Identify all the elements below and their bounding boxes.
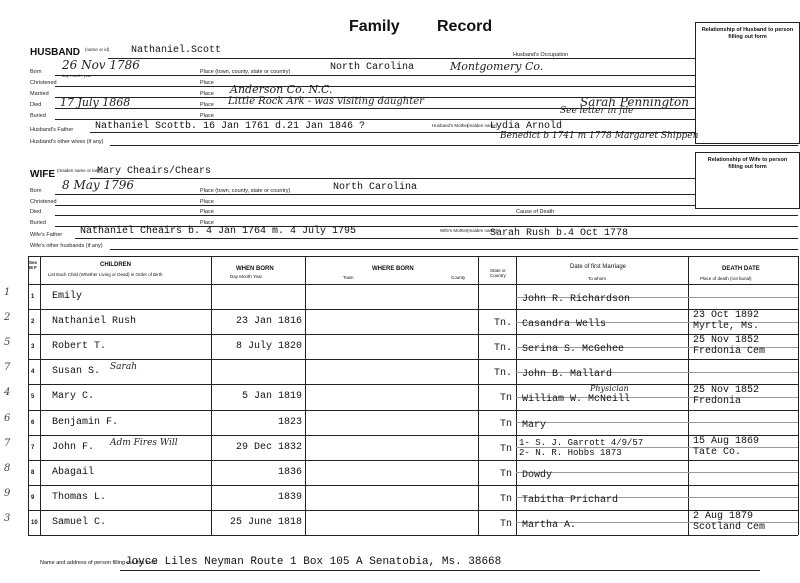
husband-mother-label: Husband's Mother [432,123,469,128]
born-label: Born [30,188,42,194]
first-marriage-header: Date of first Marriage [570,264,627,270]
when-born-header: WHEN BORN [236,266,274,272]
child-spouse: Mary [522,419,547,431]
child-born-date: 1836 [277,466,302,478]
child-born-date: 5 Jan 1819 [241,391,302,403]
husband-occupation-label: Husband's Occupation [513,52,569,58]
table-row [28,460,798,461]
child-state: Tn [499,518,512,530]
row-number: 6 [31,419,35,426]
col-rule [688,256,689,535]
table-row [28,485,798,486]
table-row [28,410,798,411]
place-label: Place [200,220,214,226]
margin-note: 9 [4,487,11,499]
wife-relationship-label: Relationship of Wife to person filling out form [707,157,788,170]
sex-header: Sex M F [29,260,38,270]
wife-mother-label: Wife's Mother [440,228,468,233]
margin-note: 5 [4,337,11,349]
to-whom-header: To whom [588,276,607,281]
row-number: 7 [31,444,35,451]
husband-mother-note: Benedict b 1741 m 1778 Margaret Shippen [500,131,699,141]
child-spouse: William W. McNeill [522,394,631,406]
rule [55,86,695,87]
col-rule [305,256,306,535]
child-spouse: Dowdy [522,469,553,481]
child-death-date: 2 Aug 1879 [693,510,754,522]
town-header: Town [343,275,354,280]
wife-father-label: Wife's Father [30,232,63,238]
rule [108,58,695,59]
place-label: Place [200,113,214,119]
child-born-date: 29 Dec 1832 [235,441,302,453]
margin-note: 4 [4,387,11,399]
child-born-date: 1823 [277,416,302,428]
children-header: CHILDREN [100,262,131,268]
place-label: Place [200,102,214,108]
child-name: Nathaniel Rush [52,316,137,328]
husband-father: Nathaniel Scottb. 16 Jan 1761 d.21 Jan 1846 ? [95,121,366,132]
table-top-rule [28,256,798,257]
child-death-date: 25 Nov 1852 [693,385,760,397]
child-state: Tn [499,418,512,430]
row-number: 8 [31,469,35,476]
child-name-note: Sarah [110,362,137,373]
buried-label: Buried [30,220,46,226]
husband-married-place: Anderson Co. N.C. [230,83,333,96]
child-born-date: 23 Jan 1816 [235,316,302,328]
children-subheader: List Each Child (Whether Living or Dead) in Order of Birth [48,272,163,277]
margin-note: 8 [4,462,11,474]
place-label: Place [200,199,214,205]
child-spouse: John R. Richardson [522,294,631,305]
row-number: 10 [31,519,38,526]
mother-maiden-hint: (maiden name) [467,123,498,128]
christened-label: Christened [30,199,57,205]
child-state: Tn [499,468,512,480]
child-state: Tn [499,443,512,455]
child-state: Tn. [493,343,512,355]
child-spouse-2: 2- N. R. Hobbs 1873 [519,447,622,458]
table-row [28,309,798,310]
col-rule [40,256,41,535]
col-rule [478,256,479,535]
husband-died-date: 17 July 1868 [60,96,131,109]
child-born-date: 1839 [277,491,302,503]
where-born-header: WHERE BORN [372,266,414,272]
col-rule [798,256,799,535]
row-number: 9 [31,494,35,501]
child-born-date: 25 June 1818 [229,516,302,528]
county-header: County [451,275,466,280]
row-mid-rule [516,472,798,473]
name-address-label: Name and address of person filling out this form [40,560,157,566]
child-state: Tn. [493,368,512,380]
child-name: Benjamin F. [52,416,119,428]
child-spouse: Martha A. [522,519,577,531]
child-spouse: Casandra Wells [522,319,607,331]
child-name: Robert T. [52,341,107,353]
husband-other-wives-label: Husband's other wives (if any) [30,139,104,145]
child-state: Tn. [493,318,512,330]
margin-note: 2 [4,312,11,324]
child-spouse: 1- S. J. Garrott 4/9/57 [519,437,644,448]
rule [55,215,798,216]
child-name: Emily [52,291,83,302]
row-mid-rule [516,422,798,423]
margin-note: 1 [4,287,11,298]
row-number: 1 [31,294,35,300]
child-death-date: 25 Nov 1852 [693,335,760,347]
row-number: 4 [31,369,35,376]
spouse-note: Physician [590,384,629,394]
husband-buried-note: See letter in file [560,106,634,116]
wife-maiden-hint: (maiden name or last) [57,168,101,173]
rule [75,238,798,239]
margin-note: 6 [4,412,11,424]
place-label: Place [200,91,214,97]
place-label: Place [200,80,214,86]
table-row [28,510,798,511]
husband-label: HUSBAND [30,47,80,58]
death-date-header: DEATH DATE [722,266,760,272]
title-record: Record [437,18,493,35]
rule [110,249,798,250]
child-spouse: Serina S. McGehee [522,344,625,356]
child-death-date: 15 Aug 1869 [693,435,760,447]
child-death-date: 23 Oct 1892 [693,310,760,322]
table-header-rule [28,284,798,285]
died-label: Died [30,209,42,215]
title-family: Family [349,18,400,35]
cause-of-death-label: Cause of Death [516,209,555,215]
rule [110,145,798,146]
col-rule [28,256,29,535]
col-rule [516,256,517,535]
child-death-place: Fredonia Cem [693,346,766,358]
table-row [28,359,798,360]
husband-relationship-label: Relationship of Husband to person filling out form [701,27,794,40]
child-death-place: Fredonia [693,396,742,408]
rule [55,119,695,120]
death-subheader: Place of death (not burial) [700,276,752,281]
child-death-place: Tate Co. [693,446,742,458]
child-name: Thomas L. [52,491,107,503]
table-row [28,334,798,335]
husband-mother: Lydia Arnold [490,121,563,132]
margin-note: 7 [4,362,11,374]
husband-father-label: Husband's Father [30,127,74,133]
wife-name: Mary Cheairs/Chears [97,166,212,177]
child-spouse: Tabitha Prichard [522,494,619,506]
child-name: John F. [52,441,95,453]
husband-name: Nathaniel.Scott [131,45,222,56]
state-header: State or Country [490,268,506,278]
wife-other-husbands-label: Wife's other husbands (if any) [30,243,103,249]
child-name: Abagail [52,466,95,478]
wife-born-place: North Carolina [333,182,418,193]
rule [55,194,695,195]
born-label: Born [30,69,42,75]
child-death-place: Myrtle, Ms. [693,321,760,333]
date-hint: day, month, year [62,73,92,78]
child-name-note: Adm Fires Will [110,437,178,448]
table-row [28,535,798,536]
table-row [28,435,798,436]
died-label: Died [30,102,42,108]
child-name: Susan S. [52,366,101,378]
child-spouse: John B. Mallard [522,369,613,381]
husband-death-note: Sarah Pennington [580,95,689,109]
wife-label: WIFE [30,169,55,180]
mother-maiden-hint: (maiden name) [467,228,498,233]
child-state: Tn [499,393,512,405]
wife-father: Nathaniel Cheairs b. 4 Jan 1764 m. 4 July 1795 [80,226,357,237]
christened-label: Christened [30,80,57,86]
row-number: 3 [31,344,35,351]
rule [55,205,695,206]
husband-born-date: 26 Nov 1786 [62,58,140,72]
margin-note: 7 [4,437,11,449]
child-born-date: 8 July 1820 [235,341,302,353]
row-number: 5 [31,394,35,401]
husband-born-place-hand: Montgomery Co. [450,60,544,73]
place-label: Place (town, county, state or country) [200,69,291,75]
rule [120,570,760,571]
child-death-place: Scotland Cem [693,521,766,533]
husband-relationship-box [695,22,800,144]
table-row [28,384,798,385]
husband-died-place: Little Rock Ark - was visiting daughter [228,96,424,107]
husband-born-place: North Carolina [330,62,415,73]
place-label: Place [200,209,214,215]
rule [90,178,695,179]
footer-name-address: Joyce Liles Neyman Route 1 Box 105 A Senatobia, Ms. 38668 [125,556,502,568]
margin-note: 3 [4,512,11,524]
when-born-subheader: Day Month Year [230,274,263,279]
married-label: Married [30,91,49,97]
row-number: 2 [31,319,35,326]
place-label: Place (town, county, state or country) [200,188,291,194]
wife-mother: Sarah Rush b.4 Oct 1778 [490,228,629,239]
wife-born-date: 8 May 1796 [62,178,135,192]
child-name: Samuel C. [52,516,107,528]
husband-name-hint: (name or id) [85,47,110,52]
buried-label: Buried [30,113,46,119]
child-state: Tn [499,493,512,505]
rule [55,75,695,76]
child-name: Mary C. [52,391,95,403]
